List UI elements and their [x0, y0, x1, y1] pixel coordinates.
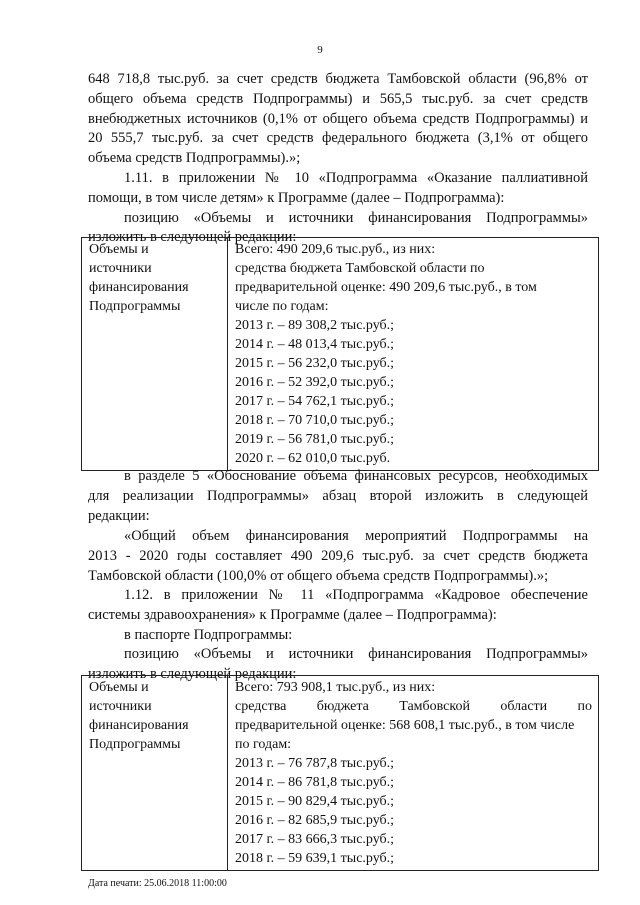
- value-line: 2015 г. – 90 829,4 тыс.руб.;: [235, 794, 395, 809]
- item-1-12: [88, 586, 588, 685]
- value-line: 2016 г. – 82 685,9 тыс.руб.;: [235, 813, 395, 828]
- table-label-cell: [82, 676, 228, 871]
- label-line: финансирования: [89, 280, 189, 295]
- label-line: источники: [89, 261, 152, 276]
- text-line: помощи, в том числе детям» к Программе (далее – Подпрограмма):: [88, 189, 505, 206]
- value-line: Всего: 793 908,1 тыс.руб., из них:: [235, 680, 436, 695]
- text-line: объема средств Подпрограммы).»;: [88, 150, 301, 167]
- value-line: 2019 г. – 56 781,0 тыс.руб.;: [235, 432, 395, 447]
- text-line: изложить в следующей редакции:: [88, 666, 297, 683]
- value-line: 2013 г. – 89 308,2 тыс.руб.;: [235, 318, 395, 333]
- text-line: 2013 - 2020 годы составляет 490 209,6 тыс.руб. за счет средств бюджета: [88, 547, 588, 564]
- label-line: источники: [89, 699, 152, 714]
- text-line: 648 718,8 тыс.руб. за счет средств бюджета Тамбовской области (96,8% от: [88, 71, 588, 87]
- text-line: 1.11. в приложении № 10 «Подпрограмма «Оказание паллиативной: [124, 170, 588, 186]
- text-line: позицию «Объемы и источники финансирования Подпрограммы»: [124, 646, 588, 663]
- section-5-paragraph: [88, 467, 588, 526]
- table-row: [82, 676, 599, 871]
- text-line: общего объема средств Подпрограммы) и 565,5 тыс.руб. за счет средств: [88, 90, 588, 107]
- table-row: [82, 238, 599, 471]
- text-line: внебюджетных источников (0,1% от общего объема средств Подпрограммы) и: [88, 110, 588, 127]
- text-line: 20 555,7 тыс.руб. за счет средств федерального бюджета (3,1% от общего: [88, 130, 588, 147]
- value-line: Всего: 490 209,6 тыс.руб., из них:: [235, 242, 436, 257]
- text-line: для реализации Подпрограммы» абзац второй изложить в следующей: [88, 487, 588, 504]
- value-line: по годам:: [235, 737, 292, 752]
- text-line: изложить в следующей редакции:: [88, 229, 297, 246]
- label-line: финансирования: [89, 718, 189, 733]
- text-line: позицию «Объемы и источники финансирования Подпрограммы»: [124, 209, 588, 226]
- table-value-cell: [228, 676, 599, 871]
- funding-table-2: [81, 675, 599, 871]
- text-line: 1.12. в приложении № 11 «Подпрограмма «Кадровое обеспечение: [124, 587, 588, 603]
- text-line: редакции:: [88, 507, 150, 524]
- value-line: 2014 г. – 48 013,4 тыс.руб.;: [235, 337, 395, 352]
- label-line: Объемы и: [89, 680, 149, 695]
- value-line: 2018 г. – 59 639,1 тыс.руб.;: [235, 851, 395, 866]
- table-value-cell: [228, 238, 599, 471]
- value-line: 2020 г. – 62 010,0 тыс.руб.: [235, 451, 391, 466]
- value-line: числе по годам:: [235, 299, 329, 314]
- text-line: «Общий объем финансирования мероприятий Подпрограммы на: [124, 528, 588, 544]
- value-line: 2014 г. – 86 781,8 тыс.руб.;: [235, 775, 395, 790]
- label-line: Подпрограммы: [89, 737, 181, 752]
- value-line: 2013 г. – 76 787,8 тыс.руб.;: [235, 756, 395, 771]
- label-line: Объемы и: [89, 242, 149, 257]
- value-line: 2017 г. – 54 762,1 тыс.руб.;: [235, 394, 395, 409]
- text-line: Тамбовской области (100,0% от общего объема средств Подпрограммы).»;: [88, 567, 549, 584]
- text-line: в паспорте Подпрограммы:: [124, 626, 293, 643]
- quote-paragraph: [88, 527, 588, 586]
- value-line: 2015 г. – 56 232,0 тыс.руб.;: [235, 356, 395, 371]
- funding-table-1: [81, 237, 599, 471]
- intro-paragraph: [88, 70, 588, 169]
- value-line: средства бюджета Тамбовской области по: [235, 261, 485, 276]
- value-line: средства бюджета Тамбовской области по: [235, 699, 592, 714]
- value-line: предварительной оценке: 490 209,6 тыс.руб., в том: [235, 280, 537, 295]
- table-label-cell: [82, 238, 228, 471]
- value-line: 2018 г. – 70 710,0 тыс.руб.;: [235, 413, 395, 428]
- print-date-footer: Дата печати: 25.06.2018 11:00:00: [88, 878, 227, 889]
- value-line: 2016 г. – 52 392,0 тыс.руб.;: [235, 375, 395, 390]
- label-line: Подпрограммы: [89, 299, 181, 314]
- value-line: 2017 г. – 83 666,3 тыс.руб.;: [235, 832, 395, 847]
- text-line: в разделе 5 «Обоснование объема финансовых ресурсов, необходимых: [124, 468, 588, 484]
- page-number: 9: [317, 44, 323, 56]
- value-line: предварительной оценке: 568 608,1 тыс.руб., в том числе: [235, 718, 575, 733]
- text-line: системы здравоохранения» к Программе (далее – Подпрограмма):: [88, 606, 497, 623]
